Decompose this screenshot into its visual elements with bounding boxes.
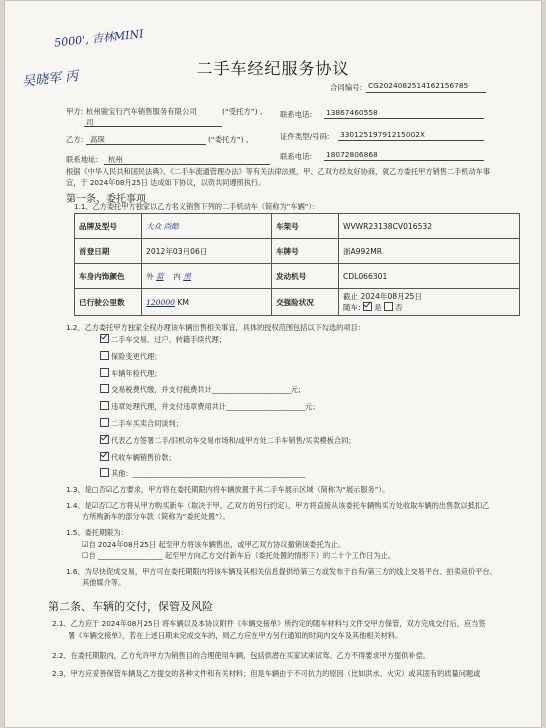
checklist-item-text: 代收车辆销售价款； xyxy=(111,452,176,462)
engine-value: CDL066301 xyxy=(338,264,519,289)
unchecked-box-icon[interactable] xyxy=(100,401,109,410)
checklist-item xyxy=(100,334,226,345)
checked-box-icon[interactable] xyxy=(100,452,109,461)
checklist-item xyxy=(100,418,183,429)
clause-1-1: 1.1、乙方委托甲方独家以乙方名义销售下列的二手机动车（简称为“车辆”）： xyxy=(74,202,320,211)
unchecked-box-icon[interactable] xyxy=(100,468,109,477)
checklist-item xyxy=(100,468,305,479)
checklist-item xyxy=(100,401,319,412)
mileage-value: 120000 KM xyxy=(142,289,272,316)
party-b-label: 乙方: xyxy=(66,135,84,144)
clause-1-5-a: ☑自 2024年08月25日 起至甲方将该车辆售出，或甲乙双方协议撤销该委托为止。 xyxy=(82,540,346,549)
clause-2-2: 2.2、在委托期限内，乙方允许甲方为销售目的合理使用车辆，包括供潜在买家试乘试驾。乙方不得要求甲方提供补偿。 xyxy=(52,651,430,660)
party-b-addr: 杭州 xyxy=(108,155,123,164)
checklist-item-text: 二手车买卖合同谈判； xyxy=(111,419,183,428)
checklist-item xyxy=(100,435,355,446)
clause-1-5-b: ☐自 __________________ 起至甲方向乙方交付新车后（委托处置的情形下）的二十个工作日为止。 xyxy=(82,551,395,560)
clause-1-2: 1.2、乙方委托甲方独家全权办理该车辆出售相关事宜，具体的授权范围包括以下勾选的项目： xyxy=(66,323,365,332)
party-a-phone: 13867460558 xyxy=(326,108,378,117)
brand-value: 大众 尚酷 xyxy=(142,214,272,239)
reg-date-value: 2012年03月06日 xyxy=(142,239,272,264)
contract-page xyxy=(4,0,542,728)
plate-value: 浙A992MR xyxy=(338,239,519,264)
party-a-phone-label: 联系电话: xyxy=(280,110,313,119)
reg-date-label: 首登日期 xyxy=(75,239,142,264)
plate-label: 车牌号 xyxy=(271,239,338,264)
checklist-item xyxy=(100,351,161,362)
clause-2-1-b: 署《车辆交接单》，若在上述日期未完成交车的，则乙方应在甲方另行通知的时间内交车及其他相关材料。 xyxy=(68,631,403,640)
color-value: 外 蓝 内 黑 xyxy=(142,264,272,289)
party-b-name: 高琛 xyxy=(90,135,105,144)
party-a-name-cont: 司 xyxy=(86,118,94,127)
mileage-label: 已行驶公里数 xyxy=(75,289,142,316)
checklist-item-text: 保险变更代理； xyxy=(111,351,162,361)
clause-2-3: 2.3、甲方应妥善保管车辆及乙方提交的各种文件和有关材料；但是车辆由于不可抗力的原因（比如洪水、火灾）或其固有的质量问题或 xyxy=(52,669,481,678)
insurance-label: 交强险状况 xyxy=(271,289,338,316)
party-b-phone: 18072806868 xyxy=(326,150,378,159)
party-b-phone-label: 联系电话: xyxy=(280,152,313,161)
checklist-item-text: 其他：________________________________________________ xyxy=(111,469,306,479)
contract-number: CG20240825141621567​85 xyxy=(368,81,469,90)
section-1-heading: 第一条、委托事项 xyxy=(66,194,146,205)
insurance-value: 截止 2024年08月25日 随车: 是 否 xyxy=(338,289,519,316)
checklist-item-text: 二手车交易、过户、转籍手续代理； xyxy=(111,335,227,344)
brand-label: 品牌及型号 xyxy=(75,214,142,239)
unchecked-box-icon[interactable] xyxy=(100,368,109,377)
checklist-item-text: 交易税费代缴，并支付税费共计______________________元； xyxy=(111,385,306,395)
checked-box-icon[interactable] xyxy=(100,334,109,343)
engine-label: 发动机号 xyxy=(271,264,338,289)
handwritten-signature: 吴晓军 丙 xyxy=(21,69,79,90)
clause-2-1-a: 2.1、乙方应于 2024年08月25日 将车辆以及本协议附件《车辆交接单》所约定的随车材料与文件交甲方保管，双方完成交付后，应当签 xyxy=(52,619,486,628)
section-2-heading: 第二条、车辆的交付，保管及风险 xyxy=(48,600,213,613)
checklist-item xyxy=(100,452,176,463)
preamble-line-2: 宜，于 2024年08月25日 达成如下协议，以资共同遵照执行。 xyxy=(66,178,266,187)
clause-1-5: 1.5、委托期限为： xyxy=(66,528,128,537)
clause-1-6-b: 其他媒介等。 xyxy=(82,578,126,587)
party-b-id: 33012519791215002X xyxy=(340,130,425,139)
clause-1-4-b: 方所购新车的部分车款（简称为“委托处置”）。 xyxy=(82,512,230,521)
party-a-label: 甲方: xyxy=(66,107,84,116)
checked-box-icon[interactable] xyxy=(100,435,109,444)
party-a-role: (“受托方”) , xyxy=(222,107,263,116)
unchecked-box-icon[interactable] xyxy=(100,351,109,360)
party-b-id-label: 证件类型/号码: xyxy=(280,132,330,141)
party-a-name: 杭州骏宝行汽车销售服务有限公司 xyxy=(86,107,197,116)
clause-1-3: 1.3、是□否☑乙方要求，甲方将在委托期限内将车辆放置于其二手车展示区域（简称为“展示服务”）。 xyxy=(66,485,390,494)
color-label: 车身内饰颜色 xyxy=(75,264,142,289)
unchecked-box-icon[interactable] xyxy=(100,384,109,393)
clause-1-4-a: 1.4、是☑否☐乙方将从甲方购买新车（取决于甲、乙双方的另行约定），甲方将直接从该委托车辆购买方处收取车辆的出售款以抵扣乙 xyxy=(66,501,490,510)
handwritten-note: 5000', 吉林MINI xyxy=(53,27,145,50)
checklist-item xyxy=(100,368,161,379)
party-b-role: (“委托方”) , xyxy=(208,135,249,144)
checklist-item-text: 代表乙方签署二手/旧机动车交易市场和/或甲方处二手车销售/买卖模板合同； xyxy=(111,435,356,445)
contract-number-label: 合同编号: xyxy=(330,83,363,92)
vin-value: WVWR23138CV016532 xyxy=(338,214,519,239)
clause-1-6-a: 1.6、为尽快促成交易，甲方可在委托期限内将该车辆及其相关信息提供给第三方或发布于自有/第三方的线上交易平台、拍卖竞价平台、 xyxy=(66,567,497,576)
unchecked-box-icon[interactable] xyxy=(100,418,109,427)
checklist-item-text: 违章处理代理，并支付违章费用共计______________________元； xyxy=(111,402,320,412)
vin-label: 车架号 xyxy=(271,214,338,239)
checklist-item-text: 车辆年检代理； xyxy=(111,368,162,378)
vehicle-info-table xyxy=(74,213,520,316)
preamble-line-1: 根据《中华人民共和国民法典》、《二手车流通管理办法》等有关法律法规，甲、乙双方经友好协商，就乙方委托甲方销售二手机动车事 xyxy=(66,167,491,176)
document-title: 二手车经纪服务协议 xyxy=(196,59,350,78)
checklist-item xyxy=(100,384,305,395)
party-b-addr-label: 联系地址: xyxy=(66,155,99,164)
